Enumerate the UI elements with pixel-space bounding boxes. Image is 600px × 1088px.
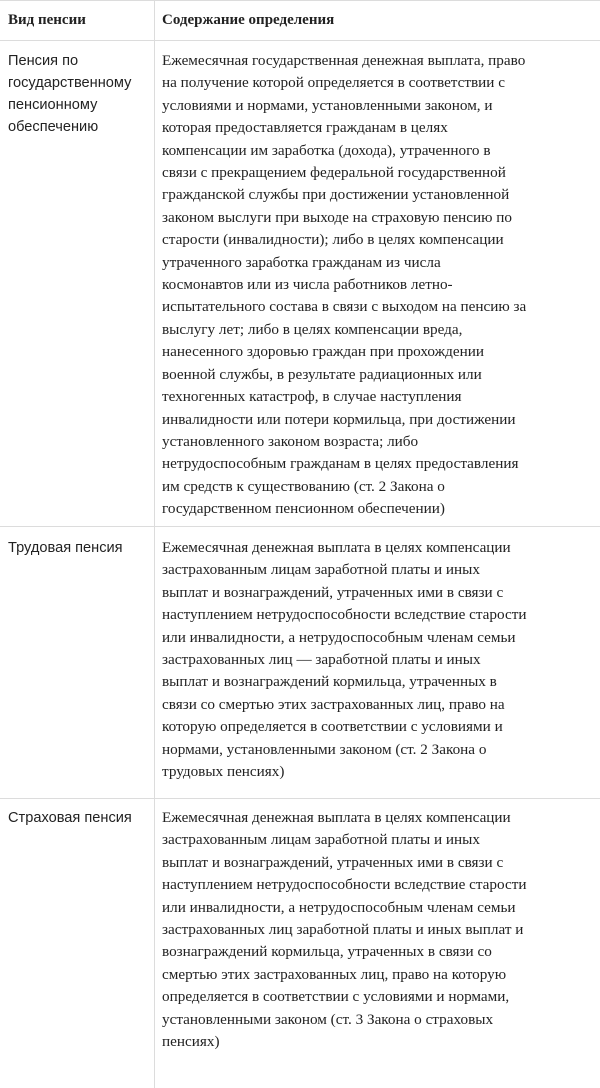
definition-line: установленного законом возраста; либо xyxy=(162,432,419,450)
pension-type-cell: Пенсия по государственному пенсионному обеспечению xyxy=(8,53,132,135)
definition-line: техногенных катастроф, в случае наступления xyxy=(162,388,462,406)
header-pension-type: Вид пенсии xyxy=(8,12,86,28)
definition-line: на получение которой определяется в соответствии с xyxy=(162,74,505,92)
definition-line: трудовых пенсиях) xyxy=(162,763,285,781)
definition-line: Ежемесячная денежная выплата в целях компенсации xyxy=(162,809,511,826)
definition-line: военной службы, в результате радиационных или xyxy=(162,365,482,383)
definition-line: которую определяется в соответствии с условиями и xyxy=(162,718,503,736)
definition-line: выплат и вознаграждений, утраченных ими в связи с xyxy=(162,583,504,601)
definition-line: инвалидности или потери кормильца, при достижении xyxy=(162,410,516,428)
column-divider xyxy=(154,799,155,1088)
definition-line: связи со смертью этих застрахованных лиц, право на xyxy=(162,695,505,713)
pension-type-cell: Трудовая пенсия xyxy=(8,540,123,556)
definition-line: условиями и нормами, установленными законом, и xyxy=(162,96,493,114)
definition-line: установленными законом (ст. 3 Закона о страховых xyxy=(162,1010,494,1028)
definition-line: наступлением нетрудоспособности вследствие старости xyxy=(162,876,527,894)
definition-cell xyxy=(162,50,592,521)
definition-line: выплат и вознаграждений, утраченных ими в связи с xyxy=(162,853,504,871)
column-divider xyxy=(154,41,155,526)
definition-line: нетрудоспособным гражданам в целях предоставления xyxy=(162,455,519,473)
definition-line: испытательного состава в связи с выходом на пенсию за xyxy=(162,298,527,316)
definition-line: выплат и вознаграждений кормильца, утраченных в xyxy=(162,673,497,691)
definition-line: смертью этих застрахованных лиц, право на которую xyxy=(162,965,507,983)
definition-line: нанесенного здоровью граждан при прохождении xyxy=(162,343,484,361)
table-header-row xyxy=(0,1,600,41)
definition-line: Ежемесячная денежная выплата в целях компенсации xyxy=(162,539,511,556)
pension-type-cell: Страховая пенсия xyxy=(8,810,132,826)
definition-line: нормами, установленными законом (ст. 2 Закона о xyxy=(162,740,487,758)
definition-line: гражданской службы при достижении установленной xyxy=(162,186,510,204)
definition-line: вознаграждений кормильца, утраченных в связи со xyxy=(162,943,492,961)
definition-line: старости (инвалидности); либо в целях компенсации xyxy=(162,231,504,249)
definition-line: законом выслуги при выходе на страховую пенсию по xyxy=(162,208,512,226)
definition-cell xyxy=(162,537,592,783)
definition-cell xyxy=(162,807,592,1053)
table-row xyxy=(0,41,600,527)
definition-line: связи с прекращением федеральной государственной xyxy=(162,164,506,182)
definition-line: или инвалидности, а нетрудоспособным членам семьи xyxy=(162,898,516,916)
table-row xyxy=(0,799,600,1088)
definition-line: застрахованным лицам заработной платы и иных xyxy=(162,831,480,849)
definition-line: определяется в соответствии с условиями и нормами, xyxy=(162,988,510,1006)
definition-line: им средств к существованию (ст. 2 Закона о xyxy=(162,477,445,495)
definition-line: государственном пенсионном обеспечении) xyxy=(162,500,445,518)
definition-line: застрахованных лиц — заработной платы и иных xyxy=(162,651,481,669)
table-row xyxy=(0,527,600,799)
definition-line: выслугу лет; либо в целях компенсации вреда, xyxy=(162,320,463,338)
definition-line: наступлением нетрудоспособности вследствие старости xyxy=(162,606,527,624)
definition-line: которая предоставляется гражданам в целях xyxy=(162,119,448,137)
definition-line: космонавтов или из числа работников летно- xyxy=(162,276,453,294)
column-divider xyxy=(154,527,155,798)
definition-line: или инвалидности, а нетрудоспособным членам семьи xyxy=(162,628,516,646)
header-definition: Содержание определения xyxy=(162,12,335,28)
definition-line: утраченного заработка гражданам из числа xyxy=(162,253,441,271)
definition-line: пенсиях) xyxy=(162,1033,220,1051)
definition-line: компенсации им заработка (дохода), утраченного в xyxy=(162,141,491,159)
definition-line: застрахованных лиц заработной платы и иных выплат и xyxy=(162,921,524,939)
definition-line: застрахованным лицам заработной платы и иных xyxy=(162,561,480,579)
column-divider xyxy=(154,1,155,40)
definition-line: Ежемесячная государственная денежная выплата, право xyxy=(162,52,526,69)
